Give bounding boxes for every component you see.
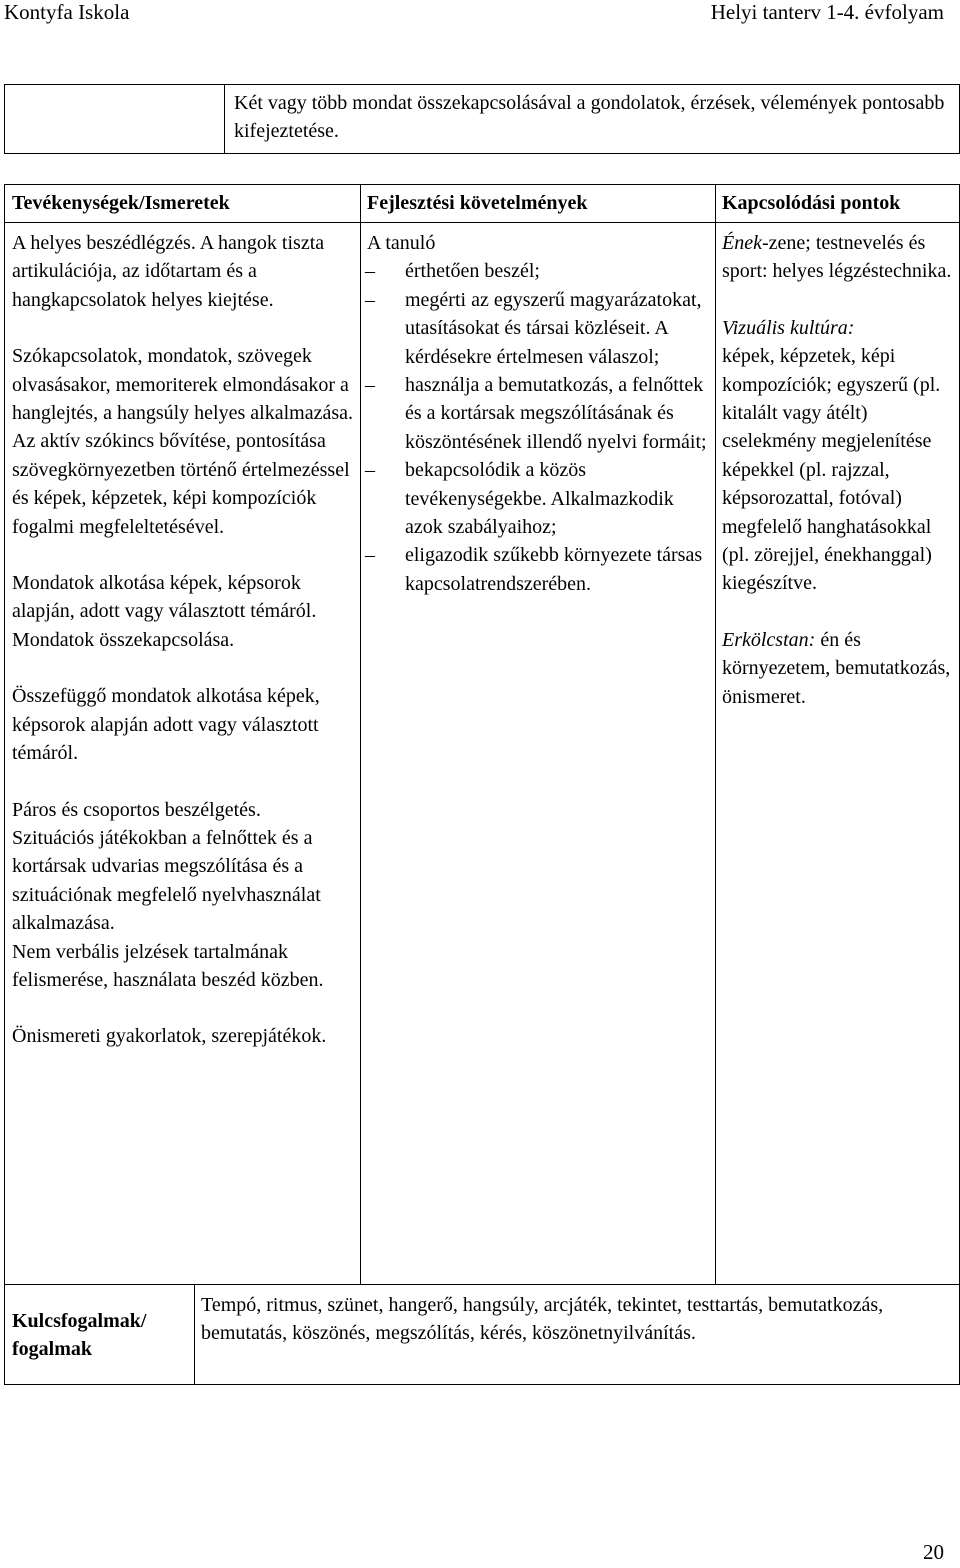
keywords-divider xyxy=(194,1285,195,1384)
page-number: 20 xyxy=(923,1540,944,1564)
header-row-divider xyxy=(5,222,959,223)
activity-item: Mondatok alkotása képek, képsorok alapján, adott vagy választott témáról. xyxy=(12,572,317,623)
connection-label: Vizuális kultúra: xyxy=(722,316,855,339)
requirement-item: – megérti az egyszerű magyarázatokat, utasításokat és társai közléseit. A kérdésekre értelmesen válaszol; xyxy=(367,286,712,371)
connection-visual-culture xyxy=(722,314,957,598)
requirements-intro: A tanuló xyxy=(367,232,436,254)
connection-ethics xyxy=(722,626,957,711)
connection-music-pe xyxy=(722,229,957,286)
activity-item: Az aktív szókincs bővítése, pontosítása szövegkörnyezetben történő értelmezéssel és képek, képzetek, képi kompozíciók fogalmi megfeleltetésével. xyxy=(12,430,350,538)
connections-column xyxy=(722,229,957,711)
header-curriculum-title: Helyi tanterv 1-4. évfolyam xyxy=(710,0,944,24)
activity-item: Páros és csoportos beszélgetés. xyxy=(12,798,261,821)
activity-item: Önismereti gyakorlatok, szerepjátékok. xyxy=(12,1025,327,1048)
activity-item: Mondatok összekapcsolása. xyxy=(12,628,235,651)
curriculum-table xyxy=(4,184,960,1285)
column-divider-1 xyxy=(360,185,361,1284)
connection-text: képek, képzetek, képi kompozíciók; egyszerű (pl. kitalált vagy átélt) cselekmény megjelenítése képekkel (pl. rajzzal, képsorozattal, fotóval) megfelelő hanghatásokkal (pl. zörejjel, énekhanggal) kiegészítve. xyxy=(722,345,941,595)
requirements-list xyxy=(367,257,712,598)
requirement-item: – bekapcsolódik a közös tevékenységekbe. Alkalmazkodik azok szabályaihoz; xyxy=(367,456,712,541)
column-header-connections: Kapcsolódási pontok xyxy=(722,192,901,214)
column-divider-2 xyxy=(715,185,716,1284)
activity-item: A helyes beszédlégzés. A hangok tiszta artikulációja, az időtartam és a hangkapcsolatok helyes kiejtése. xyxy=(12,232,325,311)
activities-column xyxy=(12,229,357,1051)
column-header-requirements: Fejlesztési követelmények xyxy=(367,192,588,214)
connection-text: -zene; testnevelés és sport: helyes légzéstechnika. xyxy=(722,232,952,283)
activity-item: Összefüggő mondatok alkotása képek, képsorok alapján adott vagy választott témáról. xyxy=(12,685,320,765)
connection-label: Ének xyxy=(722,232,762,254)
requirement-item: – eligazodik szűkebb környezete társas kapcsolatrendszerében. xyxy=(367,541,712,598)
header-school-name: Kontyfa Iskola xyxy=(4,0,130,24)
activity-item: Nem verbális jelzések tartalmának felismerése, használata beszéd közben. xyxy=(12,940,324,991)
requirement-item: – használja a bemutatkozás, a felnőttek és a kortársak megszólításának és köszöntésének illendő nyelvi formáit; xyxy=(367,371,712,456)
goal-divider xyxy=(224,85,225,153)
requirement-item: – érthetően beszél; xyxy=(367,257,712,285)
column-header-activities: Tevékenységek/Ismeretek xyxy=(12,192,230,214)
keywords-text: Tempó, ritmus, szünet, hangerő, hangsúly, arcjáték, tekintet, testtartás, bemutatkozás, bemutatás, köszönés, megszólítás, kérés, köszönetnyilvánítás. xyxy=(201,1294,884,1345)
goal-text: Két vagy több mondat összekapcsolásával a gondolatok, érzések, vélemények pontosabb kifejeztetése. xyxy=(234,92,945,142)
keywords-label: Kulcsfogalmak/ fogalmak xyxy=(12,1310,147,1360)
connection-text: én és környezetem, bemutatkozás, önismeret. xyxy=(722,628,951,708)
goal-box xyxy=(4,84,960,154)
keywords-box xyxy=(4,1284,960,1385)
activity-item: Szókapcsolatok, mondatok, szövegek olvasásakor, memoriterek elmondásakor a hanglejtés, a hangsúly helyes alkalmazása. xyxy=(12,345,353,425)
requirements-column xyxy=(367,229,712,598)
activity-item: Szituációs játékokban a felnőttek és a kortársak udvarias megszólítása és a szituációnak megfelelő nyelvhasználat alkalmazása. xyxy=(12,826,321,935)
connection-label: Erkölcstan: xyxy=(722,628,816,651)
